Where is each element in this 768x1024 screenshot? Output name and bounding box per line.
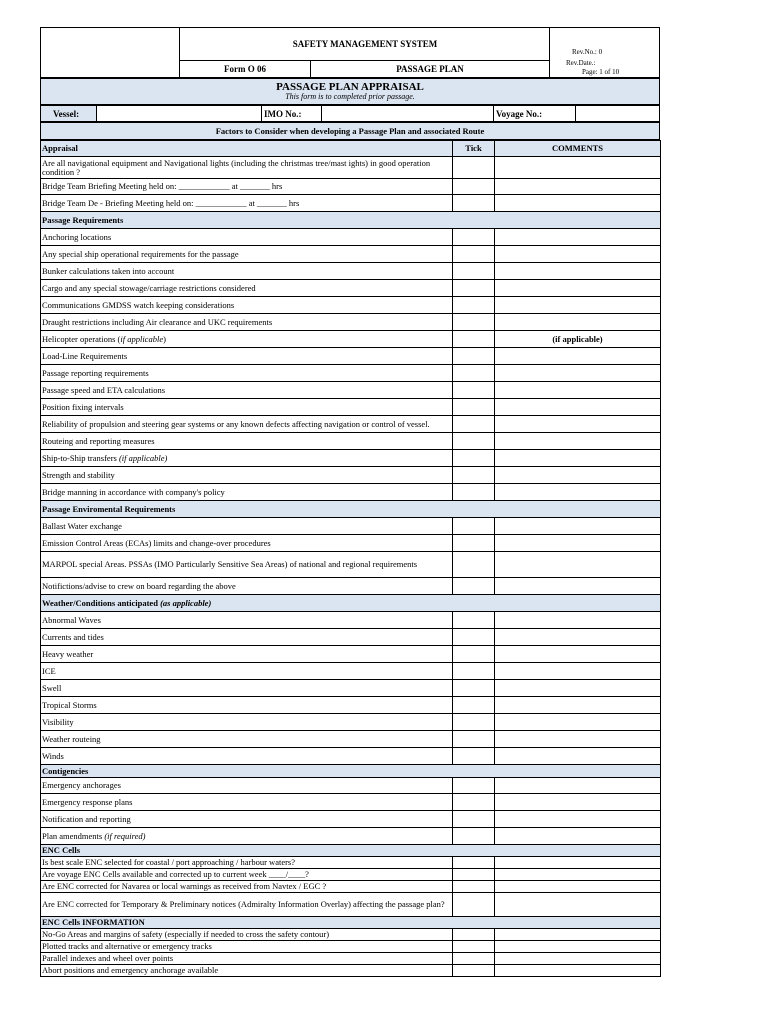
page-title: PASSAGE PLAN APPRAISAL <box>276 81 424 93</box>
column-appraisal: Appraisal <box>41 141 453 157</box>
comments-cell[interactable] <box>495 518 661 535</box>
comments-cell[interactable]: (if applicable) <box>495 331 661 348</box>
table-row <box>41 484 661 501</box>
table-row <box>41 893 661 917</box>
comments-cell[interactable] <box>495 629 661 646</box>
section-row <box>41 501 661 518</box>
table-row <box>41 157 661 179</box>
table-row <box>41 794 661 811</box>
tick-cell[interactable] <box>453 941 495 953</box>
vessel-info-row <box>40 105 660 122</box>
tick-cell[interactable] <box>453 450 495 467</box>
vessel-label: Vessel: <box>41 106 96 121</box>
comments-cell[interactable] <box>495 748 661 765</box>
voyage-field[interactable] <box>575 106 659 121</box>
comments-cell[interactable] <box>495 714 661 731</box>
appraisal-item: Plan amendments (if required) <box>41 828 453 845</box>
column-comments: COMMENTS <box>495 141 661 157</box>
tick-cell[interactable] <box>453 828 495 845</box>
appraisal-item: ICE <box>41 663 453 680</box>
comments-cell[interactable] <box>495 778 661 794</box>
appraisal-item: Load-Line Requirements <box>41 348 453 365</box>
appraisal-item: Any special ship operational requirements for the passage <box>41 246 453 263</box>
appraisal-item: Bridge manning in accordance with company's policy <box>41 484 453 501</box>
tick-cell[interactable] <box>453 518 495 535</box>
comments-cell[interactable] <box>495 450 661 467</box>
tick-cell[interactable] <box>453 416 495 433</box>
appraisal-item: Are ENC corrected for Navarea or local warnings as received from Navtex / EGC ? <box>41 881 453 893</box>
table-row <box>41 953 661 965</box>
form-number: Form O 06 <box>224 64 266 74</box>
tick-cell[interactable] <box>453 893 495 917</box>
section-row <box>41 845 661 857</box>
comments-cell[interactable] <box>495 416 661 433</box>
appraisal-item: Ship-to-Ship transfers (if applicable) <box>41 450 453 467</box>
comments-cell[interactable] <box>495 314 661 331</box>
table-row <box>41 450 661 467</box>
appraisal-item: Passage reporting requirements <box>41 365 453 382</box>
table-row <box>41 578 661 595</box>
appraisal-item: Bunker calculations taken into account <box>41 263 453 280</box>
tick-cell[interactable] <box>453 195 495 212</box>
table-row <box>41 965 661 977</box>
table-row <box>41 646 661 663</box>
table-row <box>41 552 661 578</box>
appraisal-item: Strength and stability <box>41 467 453 484</box>
tick-cell[interactable] <box>453 365 495 382</box>
rev-date: Rev.Date.: <box>566 59 596 67</box>
tick-cell[interactable] <box>453 778 495 794</box>
comments-cell[interactable] <box>495 263 661 280</box>
comments-cell[interactable] <box>495 953 661 965</box>
tick-cell[interactable] <box>453 280 495 297</box>
table-row <box>41 629 661 646</box>
appraisal-item: Are voyage ENC Cells available and corrected up to current week ____/____? <box>41 869 453 881</box>
appraisal-item: Winds <box>41 748 453 765</box>
appraisal-table-body <box>41 141 661 977</box>
tick-cell[interactable] <box>453 731 495 748</box>
comments-cell[interactable] <box>495 731 661 748</box>
system-title: SAFETY MANAGEMENT SYSTEM <box>292 39 438 49</box>
appraisal-item: Tropical Storms <box>41 697 453 714</box>
section-title: ENC Cells INFORMATION <box>41 917 661 929</box>
comments-cell[interactable] <box>495 929 661 941</box>
tick-cell[interactable] <box>453 314 495 331</box>
appraisal-item: Currents and tides <box>41 629 453 646</box>
imo-label: IMO No.: <box>261 106 321 121</box>
table-row <box>41 263 661 280</box>
table-row <box>41 731 661 748</box>
tick-cell[interactable] <box>453 433 495 450</box>
table-row <box>41 748 661 765</box>
tick-cell[interactable] <box>453 646 495 663</box>
tick-cell[interactable] <box>453 663 495 680</box>
section-title: Passage Enviromental Requirements <box>41 501 661 518</box>
table-row <box>41 929 661 941</box>
appraisal-item: Routeing and reporting measures <box>41 433 453 450</box>
table-row <box>41 179 661 195</box>
appraisal-item: Heavy weather <box>41 646 453 663</box>
comments-cell[interactable] <box>495 697 661 714</box>
page-number: Page: 1 of 10 <box>582 68 620 76</box>
appraisal-item: Notifictions/advise to crew on board regarding the above <box>41 578 453 595</box>
table-row <box>41 314 661 331</box>
table-row <box>41 348 661 365</box>
tick-cell[interactable] <box>453 869 495 881</box>
comments-cell[interactable] <box>495 612 661 629</box>
comments-cell[interactable] <box>495 179 661 195</box>
tick-cell[interactable] <box>453 348 495 365</box>
comments-cell[interactable] <box>495 399 661 416</box>
appraisal-item: Draught restrictions including Air clearance and UKC requirements <box>41 314 453 331</box>
appraisal-item: MARPOL special Areas. PSSAs (IMO Particularly Sensitive Sea Areas) of national and regional requirements <box>41 552 453 578</box>
table-row <box>41 382 661 399</box>
tick-cell[interactable] <box>453 748 495 765</box>
vessel-field[interactable] <box>96 106 261 121</box>
tick-cell[interactable] <box>453 714 495 731</box>
appraisal-item: Cargo and any special stowage/carriage restrictions considered <box>41 280 453 297</box>
tick-cell[interactable] <box>453 857 495 869</box>
appraisal-item: Notification and reporting <box>41 811 453 828</box>
appraisal-item: Visibility <box>41 714 453 731</box>
imo-field[interactable] <box>321 106 493 121</box>
comments-cell[interactable] <box>495 794 661 811</box>
column-header-row <box>41 141 661 157</box>
page-subtitle: This form is to completed prior passage. <box>285 92 415 101</box>
tick-cell[interactable] <box>453 697 495 714</box>
section-title: Weather/Conditions anticipated (as applicable) <box>41 595 661 612</box>
table-row <box>41 535 661 552</box>
section-row <box>41 765 661 778</box>
section-title: Contigencies <box>41 765 661 778</box>
tick-cell[interactable] <box>453 578 495 595</box>
appraisal-item: Emission Control Areas (ECAs) limits and change-over procedures <box>41 535 453 552</box>
comments-cell[interactable] <box>495 552 661 578</box>
comments-cell[interactable] <box>495 965 661 977</box>
tick-cell[interactable] <box>453 297 495 314</box>
appraisal-item: Parallel indexes and wheel over points <box>41 953 453 965</box>
tick-cell[interactable] <box>453 552 495 578</box>
table-row <box>41 778 661 794</box>
tick-cell[interactable] <box>453 535 495 552</box>
section-title: Passage Requirements <box>41 212 661 229</box>
comments-cell[interactable] <box>495 663 661 680</box>
comments-cell[interactable] <box>495 157 661 179</box>
tick-cell[interactable] <box>453 382 495 399</box>
comments-cell[interactable] <box>495 348 661 365</box>
table-row <box>41 941 661 953</box>
tick-cell[interactable] <box>453 965 495 977</box>
tick-cell[interactable] <box>453 680 495 697</box>
comments-cell[interactable] <box>495 578 661 595</box>
table-row <box>41 365 661 382</box>
table-row <box>41 869 661 881</box>
header-divider <box>180 60 550 61</box>
appraisal-item: Are ENC corrected for Temporary & Preliminary notices (Admiralty Information Overlay) affecting the passage plan? <box>41 893 453 917</box>
table-row <box>41 857 661 869</box>
comments-cell[interactable] <box>495 297 661 314</box>
table-row <box>41 467 661 484</box>
table-row <box>41 663 661 680</box>
appraisal-item: No-Go Areas and margins of safety (especially if needed to cross the safety contour) <box>41 929 453 941</box>
comments-cell[interactable] <box>495 484 661 501</box>
comments-cell[interactable] <box>495 246 661 263</box>
comments-cell[interactable] <box>495 680 661 697</box>
appraisal-item: Weather routeing <box>41 731 453 748</box>
table-row <box>41 612 661 629</box>
section-row <box>41 917 661 929</box>
tick-cell[interactable] <box>453 179 495 195</box>
comments-cell[interactable] <box>495 382 661 399</box>
tick-cell[interactable] <box>453 399 495 416</box>
comments-cell[interactable] <box>495 433 661 450</box>
tick-cell[interactable] <box>453 229 495 246</box>
comments-cell[interactable] <box>495 195 661 212</box>
rev-number: Rev.No.: 0 <box>572 48 603 56</box>
tick-cell[interactable] <box>453 794 495 811</box>
factors-heading: Factors to Consider when developing a Passage Plan and associated Route <box>40 122 660 140</box>
table-row <box>41 881 661 893</box>
tick-cell[interactable] <box>453 881 495 893</box>
revision-block <box>549 28 659 77</box>
form-header <box>40 27 660 78</box>
section-title: ENC Cells <box>41 845 661 857</box>
logo-area <box>41 28 179 77</box>
appraisal-item: Emergency response plans <box>41 794 453 811</box>
voyage-label: Voyage No.: <box>493 106 575 121</box>
comments-cell[interactable] <box>495 280 661 297</box>
appraisal-item: Passage speed and ETA calculations <box>41 382 453 399</box>
table-row <box>41 811 661 828</box>
comments-cell[interactable] <box>495 881 661 893</box>
tick-cell[interactable] <box>453 953 495 965</box>
table-row <box>41 246 661 263</box>
comments-cell[interactable] <box>495 467 661 484</box>
appraisal-item: Bridge Team Briefing Meeting held on: ____________ at _______ hrs <box>41 179 453 195</box>
form-plan-label: PASSAGE PLAN <box>396 64 464 74</box>
table-row <box>41 195 661 212</box>
tick-cell[interactable] <box>453 263 495 280</box>
comments-cell[interactable] <box>495 893 661 917</box>
section-row <box>41 595 661 612</box>
table-row <box>41 714 661 731</box>
comments-cell[interactable] <box>495 828 661 845</box>
tick-cell[interactable] <box>453 811 495 828</box>
appraisal-item: Ballast Water exchange <box>41 518 453 535</box>
appraisal-table <box>40 140 661 977</box>
tick-cell[interactable] <box>453 484 495 501</box>
comments-cell[interactable] <box>495 857 661 869</box>
appraisal-item: Is best scale ENC selected for coastal / port approaching / harbour waters? <box>41 857 453 869</box>
tick-cell[interactable] <box>453 629 495 646</box>
appraisal-item: Abnormal Waves <box>41 612 453 629</box>
appraisal-item: Bridge Team De - Briefing Meeting held on: ____________ at _______ hrs <box>41 195 453 212</box>
column-tick: Tick <box>453 141 495 157</box>
table-row <box>41 697 661 714</box>
comments-cell[interactable] <box>495 365 661 382</box>
tick-cell[interactable] <box>453 246 495 263</box>
tick-cell[interactable] <box>453 157 495 179</box>
comments-cell[interactable] <box>495 646 661 663</box>
table-row <box>41 331 661 348</box>
comments-cell[interactable] <box>495 869 661 881</box>
comments-cell[interactable] <box>495 941 661 953</box>
table-row <box>41 280 661 297</box>
section-row <box>41 212 661 229</box>
comments-cell[interactable] <box>495 811 661 828</box>
appraisal-item: Swell <box>41 680 453 697</box>
appraisal-item: Plotted tracks and alternative or emergency tracks <box>41 941 453 953</box>
tick-cell[interactable] <box>453 467 495 484</box>
table-row <box>41 828 661 845</box>
tick-cell[interactable] <box>453 331 495 348</box>
table-row <box>41 433 661 450</box>
header-center <box>179 28 549 77</box>
appraisal-item: Emergency anchorages <box>41 778 453 794</box>
title-banner <box>40 78 660 105</box>
table-row <box>41 518 661 535</box>
table-row <box>41 297 661 314</box>
table-row <box>41 416 661 433</box>
comments-cell[interactable] <box>495 229 661 246</box>
appraisal-item: Anchoring locations <box>41 229 453 246</box>
table-row <box>41 680 661 697</box>
appraisal-item: Position fixing intervals <box>41 399 453 416</box>
table-row <box>41 399 661 416</box>
tick-cell[interactable] <box>453 612 495 629</box>
appraisal-item: Communications GMDSS watch keeping considerations <box>41 297 453 314</box>
appraisal-item: Are all navigational equipment and Navigational lights (including the christmas tree/mast ights) in good operation condition ? <box>41 157 453 179</box>
table-row <box>41 229 661 246</box>
appraisal-item: Helicopter operations (if applicable) <box>41 331 453 348</box>
tick-cell[interactable] <box>453 929 495 941</box>
appraisal-item: Abort positions and emergency anchorage available <box>41 965 453 977</box>
appraisal-item: Reliability of propulsion and steering gear systems or any known defects affecting navigation or control of vessel. <box>41 416 453 433</box>
comments-cell[interactable] <box>495 535 661 552</box>
